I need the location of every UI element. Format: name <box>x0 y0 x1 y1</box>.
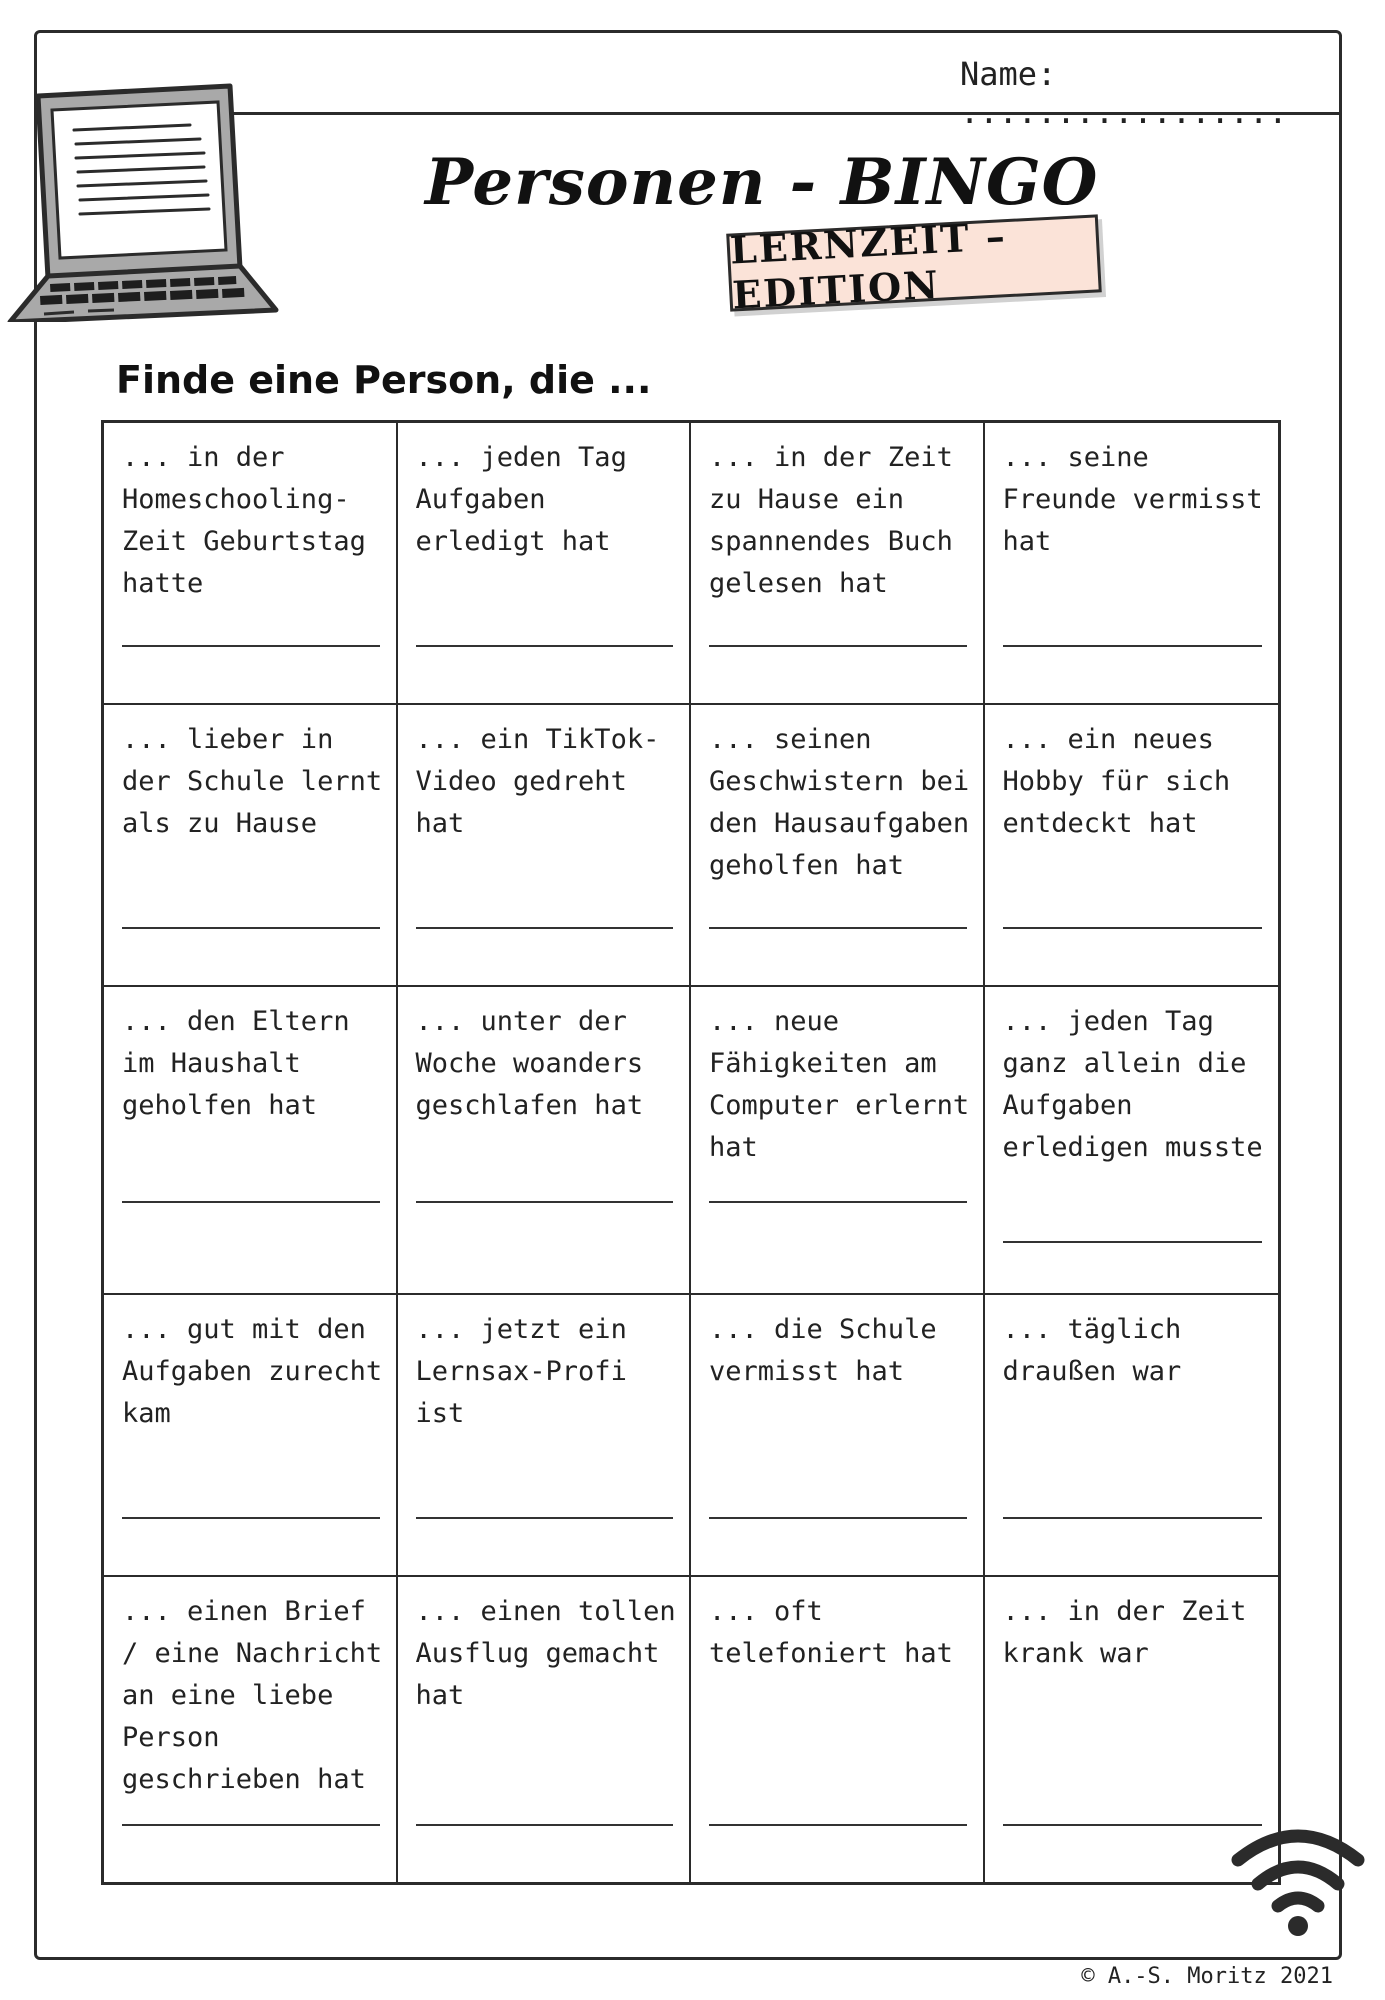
laptop-icon <box>4 82 282 322</box>
bingo-cell[interactable] <box>691 423 985 705</box>
bingo-cell-text: ... neue Fähigkeiten am Computer erlernt hat <box>709 1006 970 1163</box>
answer-line[interactable] <box>122 927 380 929</box>
answer-line[interactable] <box>416 645 674 647</box>
answer-line[interactable] <box>709 1201 967 1203</box>
bingo-cell-text: ... täglich draußen war <box>1002 1314 1182 1387</box>
bingo-cell-text: ... den Eltern im Haushalt geholfen hat <box>122 1006 350 1121</box>
bingo-cell-text: ... jeden Tag Aufgaben erledigt hat <box>415 442 627 557</box>
edition-badge: LERNZEIT – EDITION <box>726 214 1102 311</box>
bingo-cell[interactable] <box>985 1295 1279 1577</box>
header-divider <box>230 112 1340 115</box>
bingo-cell[interactable] <box>398 1577 692 1882</box>
bingo-cell-text: ... seinen Geschwistern bei den Hausaufgaben geholfen hat <box>709 724 970 881</box>
bingo-grid <box>101 420 1281 1885</box>
bingo-cell[interactable] <box>104 1577 398 1882</box>
bingo-cell[interactable] <box>985 423 1279 705</box>
answer-line[interactable] <box>709 927 967 929</box>
bingo-cell[interactable] <box>398 423 692 705</box>
answer-line[interactable] <box>416 1201 674 1203</box>
bingo-cell[interactable] <box>398 1295 692 1577</box>
bingo-cell-text: ... oft telefoniert hat <box>709 1596 953 1669</box>
bingo-cell-text: ... in der Zeit krank war <box>1002 1596 1247 1669</box>
answer-line[interactable] <box>416 1824 674 1826</box>
bingo-cell[interactable] <box>104 423 398 705</box>
bingo-cell[interactable] <box>398 705 692 987</box>
bingo-cell[interactable] <box>691 987 985 1295</box>
bingo-cell[interactable] <box>691 705 985 987</box>
answer-line[interactable] <box>122 1824 380 1826</box>
bingo-cell-text: ... in der Zeit zu Hause ein spannendes Buch gelesen hat <box>709 442 953 599</box>
bingo-cell[interactable] <box>104 705 398 987</box>
bingo-cell-text: ... einen Brief / eine Nachricht an eine liebe Person geschrieben hat <box>122 1596 383 1795</box>
bingo-cell[interactable] <box>985 705 1279 987</box>
bingo-cell-text: ... einen tollen Ausflug gemacht hat <box>415 1596 676 1711</box>
bingo-cell[interactable] <box>398 987 692 1295</box>
answer-line[interactable] <box>1003 645 1263 647</box>
bingo-cell-text: ... ein TikTok-Video gedreht hat <box>415 724 660 839</box>
answer-line[interactable] <box>1003 1241 1263 1243</box>
name-field: Name: ................. <box>960 55 1288 131</box>
answer-line[interactable] <box>709 1824 967 1826</box>
answer-line[interactable] <box>122 1517 380 1519</box>
bingo-cell-text: ... die Schule vermisst hat <box>709 1314 937 1387</box>
bingo-cell-text: ... jeden Tag ganz allein die Aufgaben erledigen musste <box>1002 1006 1263 1163</box>
bingo-cell-text: ... ein neues Hobby für sich entdeckt hat <box>1002 724 1231 839</box>
bingo-cell[interactable] <box>691 1577 985 1882</box>
bingo-cell-text: ... seine Freunde vermisst hat <box>1002 442 1263 557</box>
bingo-cell[interactable] <box>691 1295 985 1577</box>
bingo-cell-text: ... lieber in der Schule lernt als zu Hause <box>122 724 383 839</box>
bingo-cell-text: ... in der Homeschooling-Zeit Geburtstag hatte <box>122 442 366 599</box>
instruction-heading: Finde eine Person, die ... <box>116 358 652 402</box>
bingo-cell[interactable] <box>104 1295 398 1577</box>
answer-line[interactable] <box>122 1201 380 1203</box>
bingo-cell[interactable] <box>985 987 1279 1295</box>
wifi-icon <box>1228 1820 1368 1940</box>
answer-line[interactable] <box>1003 927 1263 929</box>
answer-line[interactable] <box>416 1517 674 1519</box>
answer-line[interactable] <box>1003 1517 1263 1519</box>
answer-line[interactable] <box>1003 1824 1263 1826</box>
answer-line[interactable] <box>709 645 967 647</box>
page-title: Personen - BINGO <box>425 145 1099 220</box>
answer-line[interactable] <box>416 927 674 929</box>
bingo-cell[interactable] <box>104 987 398 1295</box>
answer-line[interactable] <box>709 1517 967 1519</box>
bingo-cell-text: ... jetzt ein Lernsax-Profi ist <box>415 1314 627 1429</box>
bingo-cell-text: ... unter der Woche woanders geschlafen hat <box>415 1006 644 1121</box>
answer-line[interactable] <box>122 645 380 647</box>
copyright-text: © A.-S. Moritz 2021 <box>1081 1964 1333 1989</box>
bingo-cell-text: ... gut mit den Aufgaben zurecht kam <box>122 1314 383 1429</box>
